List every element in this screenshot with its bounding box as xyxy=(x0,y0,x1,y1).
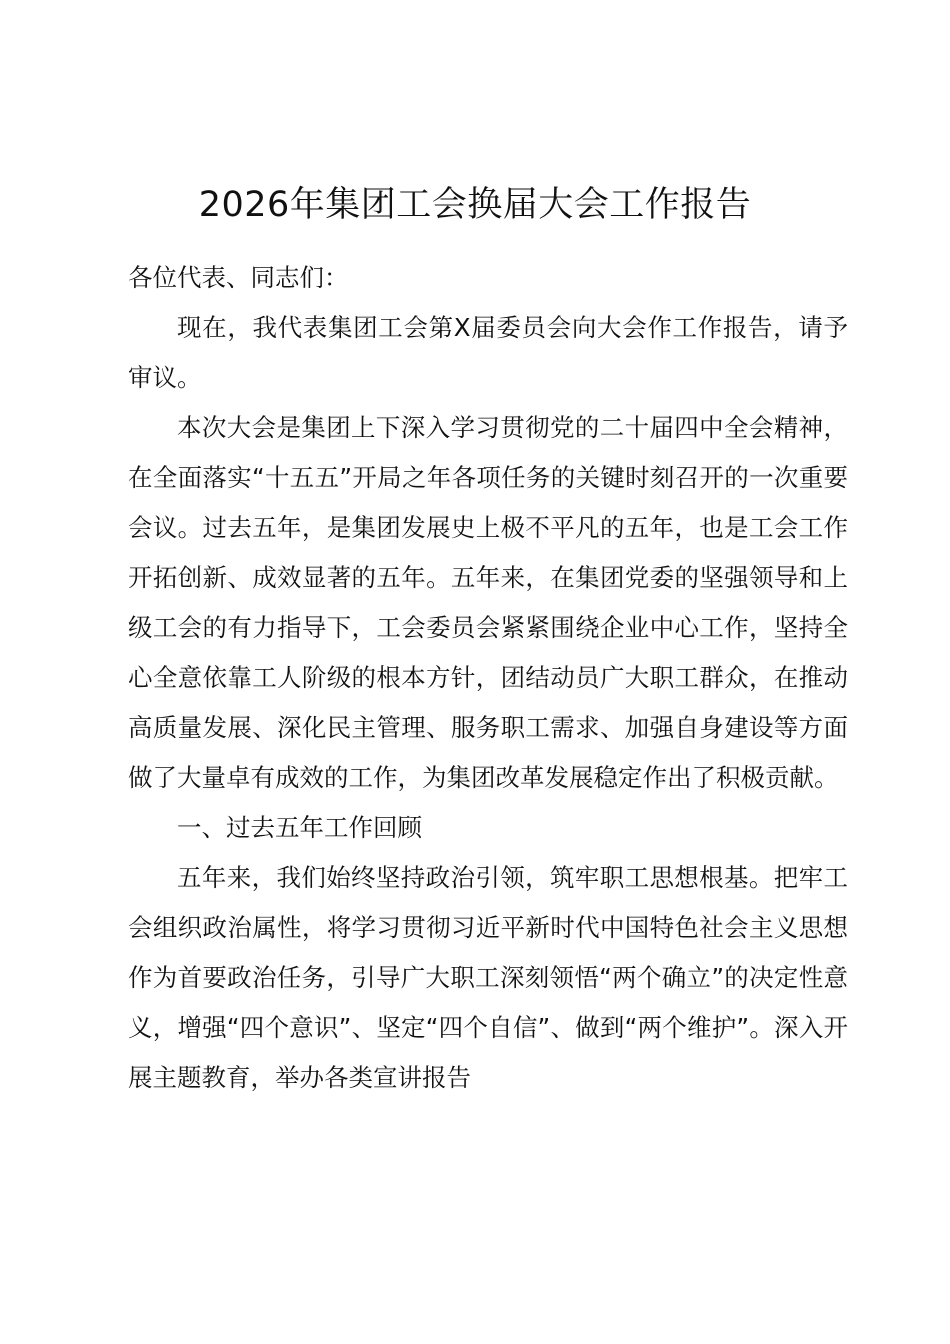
salutation: 各位代表、同志们： xyxy=(128,263,349,292)
paragraph-background: 本次大会是集团上下深入学习贯彻党的二十届四中全会精神，在全面落实“十五五”开局之年各项任务的关键时刻召开的一次重要会议。过去五年，是集团发展史上极不平凡的五年，也是工会工作开拓创新、成效显著的五年。五年来，在集团党委的坚强领导和上级工会的有力指导下，工会委员会紧紧围绕企业中心工作，坚持全心全意依靠工人阶级的根本方针，团结动员广大职工群众，在推动高质量发展、深化民主管理、服务职工需求、加强自身建设等方面做了大量卓有成效的工作，为集团改革发展稳定作出了积极贡献。 xyxy=(128,413,848,792)
paragraph-intro: 现在，我代表集团工会第X届委员会向大会作工作报告，请予审议。 xyxy=(128,313,848,392)
document-title: 2026年集团工会换届大会工作报告 xyxy=(198,185,752,225)
paragraph-review: 五年来，我们始终坚持政治引领，筑牢职工思想根基。把牢工会组织政治属性，将学习贯彻习近平新时代中国特色社会主义思想作为首要政治任务，引导广大职工深刻领悟“两个确立”的决定性意义，增强“四个意识”、坚定“四个自信”、做到“两个维护”。深入开展主题教育，举办各类宣讲报告 xyxy=(128,863,848,1092)
document-body xyxy=(128,253,848,1103)
section-heading: 一、过去五年工作回顾 xyxy=(177,813,422,842)
